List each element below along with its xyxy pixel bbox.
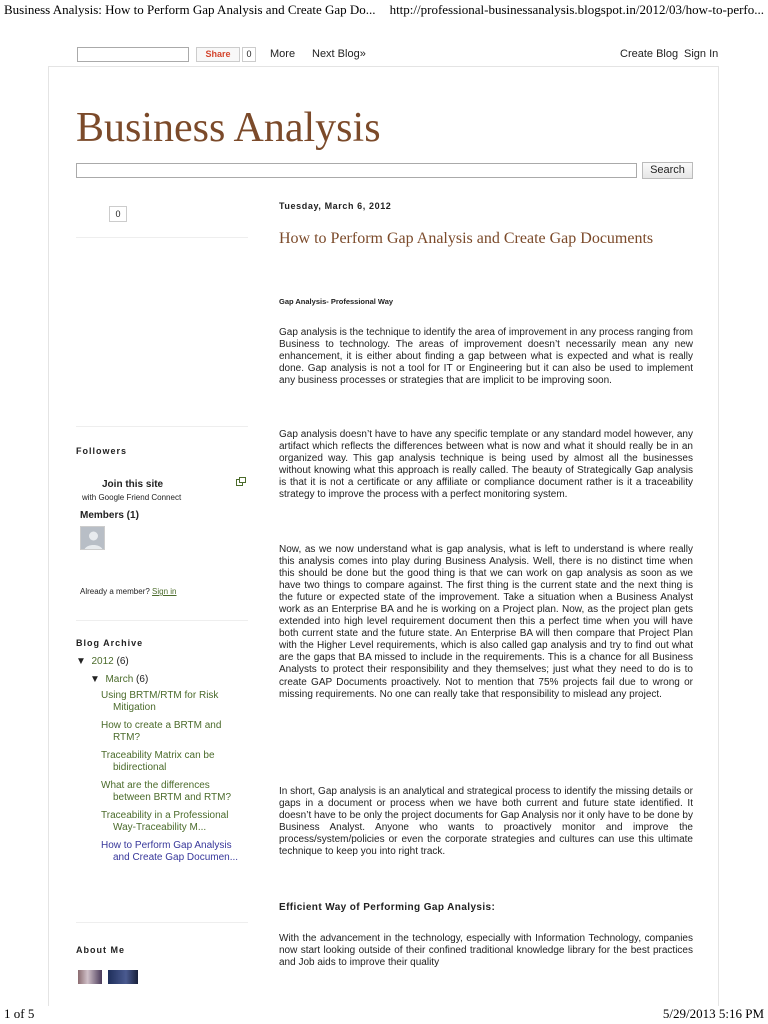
followers-widget (76, 472, 248, 608)
post-paragraph: Gap analysis doesn’t have to have any specific template or any standard model however, any artifact which reflects the differences between what is now and what it should really be in an organized way. This gap analysis technique is being used by almost all the businesses without knowing what this approach is really called. The beauty of Strategically Gap analysis is that it is not a certificate or any affiliate or compliance document rather is it a traceability strategy to improve the process with a perfect monitoring system. (279, 429, 693, 501)
archive-post-link[interactable]: Traceability in a Professional Way-Traceability M... (101, 810, 229, 833)
collapse-toggle-icon[interactable]: ▼ (90, 674, 100, 685)
archive-post-list (101, 690, 241, 870)
followers-sign-in-link[interactable]: Sign in (152, 587, 177, 596)
sidebar-divider (76, 620, 248, 621)
archive-month-link[interactable]: March (105, 674, 134, 685)
post-paragraph: Gap analysis is the technique to identify the area of improvement in any process ranging from Business to technology. The areas of improvement doesn’t necessarily mean any new enhancement, it is either about finding a gap between what is expected and what is really done. Gap analysis is not a tool for IT or Engineering but it can also be used to implement any business processes or strategies that are implicit to be improving soon. (279, 327, 693, 387)
navbar-search-input[interactable] (77, 47, 189, 62)
blog-archive-heading: Blog Archive (76, 638, 144, 648)
about-photo[interactable] (108, 970, 138, 984)
share-button[interactable]: Share (196, 47, 240, 62)
about-photo[interactable] (78, 970, 102, 984)
next-blog-link[interactable]: Next Blog» (312, 48, 366, 60)
blogger-navbar (74, 44, 720, 66)
blog-title[interactable]: Business Analysis (76, 105, 381, 151)
join-site-subtitle: with Google Friend Connect (82, 493, 182, 502)
share-count: 0 (242, 47, 256, 62)
more-menu[interactable]: More (270, 48, 296, 60)
post-subheading: Gap Analysis- Professional Way (279, 297, 394, 306)
archive-post-link[interactable]: Using BRTM/RTM for Risk Mitigation (101, 690, 219, 713)
default-avatar-icon (81, 527, 105, 550)
create-blog-link[interactable]: Create Blog (620, 48, 679, 60)
print-header (0, 0, 768, 22)
join-site-link[interactable]: Join this site (102, 479, 164, 490)
popout-icon[interactable] (236, 477, 246, 486)
print-footer (0, 1006, 768, 1024)
archive-month-march[interactable] (90, 674, 148, 685)
archive-post-link-current[interactable]: How to Perform Gap Analysis and Create Gap Documen... (101, 840, 239, 863)
archive-post-link[interactable]: How to create a BRTM and RTM? (101, 720, 222, 743)
plusone-count[interactable]: 0 (109, 206, 127, 222)
post-paragraph: With the advancement in the technology, especially with Information Technology, companies now start looking outside of their confined traditional knowledge library for the best practices and Job aids to improve their quality (279, 933, 693, 969)
post-date: Tuesday, March 6, 2012 (279, 201, 392, 211)
archive-year-2012[interactable] (76, 656, 129, 667)
post-paragraph: Now, as we now understand what is gap analysis, what is left to understand is where really this analysis comes into play during Business Analysis. Well, there is no distinct time when this should be done but the good thing is that we can work on gap analysis as soon as we have two things to compare against. The first thing is the current state and the next thing is the future or expected state of the improvement. Take a situation when a Business Analyst work as an Enterprise BA and he is working on a Project plan. Now, as the project plan gets extended into high level requirement document then this a perfect time when you will have both current state and the future state. An Enterprise BA will then compare that Project Plan with the Higher Level requirements, which is also called gap analysis and try to find out what are the gaps that BA missed to include in the requirements. This is a chance for all Business Analysts to protect their responsibility and they themselves; just what they need to do is to create GAP Documents proactively. Not to mention that 75% projects fail due to wrong or missing requirements. No one can really take that responsibility to mislead any project. (279, 544, 693, 700)
archive-month-count: (6) (136, 674, 149, 685)
sidebar-divider (76, 922, 248, 923)
print-page-number: 1 of 5 (4, 1006, 35, 1021)
sidebar-divider (76, 426, 248, 427)
sign-in-link[interactable]: Sign In (684, 48, 719, 60)
section-heading: Efficient Way of Performing Gap Analysis: (279, 902, 496, 913)
archive-post-link[interactable]: What are the differences between BRTM and RTM? (101, 780, 232, 803)
followers-heading: Followers (76, 446, 128, 456)
already-member-text: Already a member? Sign in (80, 587, 177, 596)
print-timestamp: 5/29/2013 5:16 PM (662, 1006, 764, 1021)
sidebar-divider (76, 237, 248, 238)
members-label: Members (1) (80, 510, 139, 521)
archive-post-link[interactable]: Traceability Matrix can be bidirectional (101, 750, 215, 773)
post-paragraph: In short, Gap analysis is an analytical and strategical process to identify the missing details or gaps in a document or process when we have both current and future state identified. It doesn’t have to be only the project documents for Gap Analysis nor it only have to be done by Business Analyst. Anyone who wants to proactively monitor and improve the process/system/policies or even the corporate strategies and cultures can use this ultimate technique to keep you into right track. (279, 786, 693, 858)
search-button[interactable]: Search (642, 162, 693, 179)
collapse-toggle-icon[interactable]: ▼ (76, 656, 86, 667)
blog-search-input[interactable] (76, 163, 637, 178)
archive-year-link[interactable]: 2012 (91, 656, 114, 667)
print-page-url: http://professional-businessanalysis.blogspot.in/2012/03/how-to-perfo... (389, 2, 764, 17)
about-me-heading: About Me (76, 945, 125, 955)
print-page-title: Business Analysis: How to Perform Gap Analysis and Create Gap Do... (4, 2, 376, 17)
archive-year-count: (6) (116, 656, 129, 667)
post-title[interactable]: How to Perform Gap Analysis and Create Gap Documents (279, 230, 654, 247)
member-avatar[interactable] (80, 526, 105, 550)
